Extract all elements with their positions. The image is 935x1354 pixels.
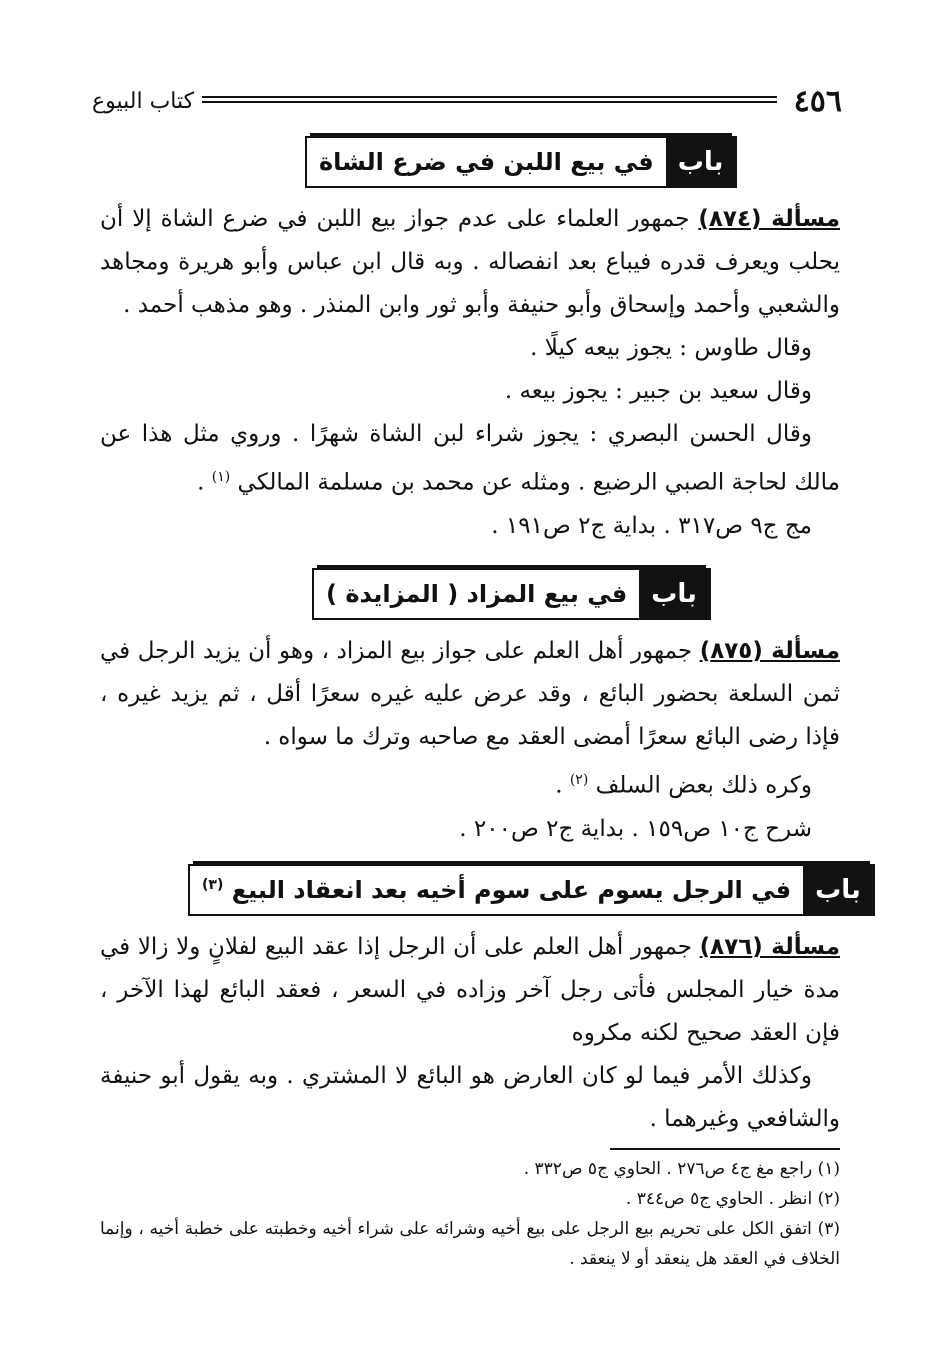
paragraph: وكذلك الأمر فيما لو كان العارض هو البائع لا المشتري . وبه يقول أبو حنيفة والشافعي وغيرهما . [100, 1063, 840, 1132]
footnote: (١) راجع مغ ج٤ ص٢٧٦ . الحاوي ج٥ ص٣٣٢ . [523, 1159, 840, 1179]
page-number: ٤٥٦ [793, 84, 842, 119]
header-rule [202, 96, 777, 103]
chapter-label: باب [666, 138, 736, 186]
section-body [100, 198, 840, 548]
issue-number: مسألة (٨٧٤) [698, 206, 841, 232]
chapter-label: باب [803, 866, 873, 914]
paragraph: وقال سعيد بن جبير : يجوز بيعه . [504, 378, 812, 404]
paragraph: وكره ذلك بعض السلف $^{(٢)}$ . [555, 772, 812, 799]
paragraph [100, 926, 840, 1055]
paragraph-text: جمهور أهل العلم على جواز بيع المزاد ، وهو أن يزيد الرجل في ثمن السلعة بحضور البائع ، وقد عرض عليه غيره سعرًا أقل ، ثم يزيد غيره ، فإذا رضى البائع سعرًا أمضى العقد مع صاحبه وترك ما سواه . [100, 638, 840, 750]
issue-number: مسألة (٨٧٦) [699, 934, 841, 960]
paragraph-text: وكره ذلك بعض السلف [595, 772, 812, 799]
issue-number: مسألة (٨٧٥) [699, 638, 840, 664]
chapter-heading [312, 568, 711, 620]
reference-line: شرح ج١٠ ص١٥٩ . بداية ج٢ ص٢٠٠ . [459, 815, 812, 842]
chapter-title [190, 876, 803, 904]
footnote-ref: (٣) [202, 877, 224, 893]
chapter-title-text: في الرجل يسوم على سوم أخيه بعد انعقاد البيع [231, 876, 792, 904]
footnote: (٢) انظر . الحاوي ج٥ ص٣٤٤ . [625, 1189, 840, 1209]
paragraph: وقال طاوس : يجوز بيعه كيلًا . [530, 335, 812, 361]
paragraph: وقال الحسن البصري : يجوز شراء لبن الشاة شهرًا . وروي مثل هذا عن مالك لحاجة الصبي الرضيع . ومثله عن محمد بن مسلمة المالكي $^{(١)}$ . [100, 421, 840, 496]
chapter-title: في بيع المزاد ( المزايدة ) [326, 580, 628, 608]
section-body [100, 926, 840, 1141]
footnote-ref: (٢) [569, 772, 589, 788]
chapter-heading [305, 136, 737, 188]
reference-line: مج ج٩ ص٣١٧ . بداية ج٢ ص١٩١ . [491, 512, 812, 539]
chapter-heading [188, 864, 875, 916]
paragraph-text: وقال الحسن البصري : يجوز شراء لبن الشاة شهرًا . وروي مثل هذا عن مالك لحاجة الصبي الرضيع . ومثله عن محمد بن مسلمة المالكي [100, 421, 840, 496]
book-title: كتاب البيوع [92, 89, 195, 114]
chapter-label: باب [639, 570, 709, 618]
paragraph [100, 198, 840, 327]
paragraph-text: جمهور العلماء على عدم جواز بيع اللبن في ضرع الشاة إلا أن يحلب ويعرف قدره فيباع بعد انفصاله . وبه قال ابن عباس وأبو هريرة ومجاهد والشعبي وأحمد وإسحاق وأبو حنيفة وأبو ثور وابن المنذر . وهو مذهب أحمد . [100, 206, 840, 318]
footnotes [100, 1154, 840, 1274]
paragraph [100, 630, 840, 759]
footnote-divider [610, 1148, 840, 1150]
page-header [92, 82, 842, 122]
footnote: (٣) اتفق الكل على تحريم بيع الرجل على بيع أخيه وشرائه على شراء أخيه وخطبته على خطبة أخيه ، وإنما الخلاف في العقد هل ينعقد أو لا ينعقد . [100, 1219, 840, 1269]
footnote-ref: (١) [211, 469, 231, 485]
paragraph-text: جمهور أهل العلم على أن الرجل إذا عقد البيع لفلانٍ ولا زالا في مدة خيار المجلس فأتى رجل آخر وزاده في السعر ، فعقد البائع لهذا الآخر ، فإن العقد صحيح لكنه مكروه [100, 934, 840, 1046]
chapter-title: في بيع اللبن في ضرع الشاة [319, 148, 654, 176]
section-body [100, 630, 840, 851]
